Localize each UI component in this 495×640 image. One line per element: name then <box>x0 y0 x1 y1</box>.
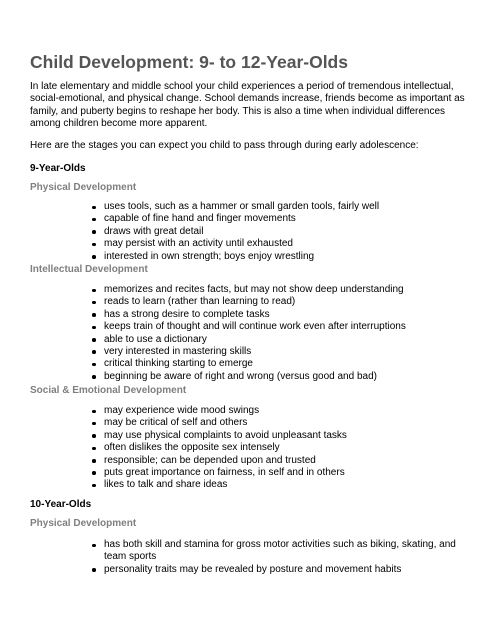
lead-paragraph: Here are the stages you can expect you child to pass through during early adolescence: <box>30 140 419 151</box>
social-emotional-development-list <box>0 405 464 492</box>
list-item: draws with great detail <box>0 226 464 238</box>
list-item: often dislikes the opposite sex intensely <box>0 442 464 454</box>
page-title: Child Development: 9- to 12-Year-Olds <box>30 52 348 72</box>
list-item: may be critical of self and others <box>0 417 464 429</box>
list-item: uses tools, such as a hammer or small garden tools, fairly well <box>0 201 464 213</box>
list-item: interested in own strength; boys enjoy wrestling <box>0 251 464 263</box>
list-item: beginning be aware of right and wrong (versus good and bad) <box>0 371 464 383</box>
list-item: able to use a dictionary <box>0 334 464 346</box>
intro-paragraph: In late elementary and middle school your child experiences a period of tremendous intellectual, social-emotional, and physical change. School demands increase, friends become as important as family, and puberty begins to reshape her body. This is also a time when individual differences among children become more apparent. <box>30 81 465 130</box>
physical-development-list <box>0 539 464 576</box>
list-item: may use physical complaints to avoid unpleasant tasks <box>0 430 464 442</box>
list-item: critical thinking starting to emerge <box>0 358 464 370</box>
list-item: puts great importance on fairness, in self and in others <box>0 467 464 479</box>
subsection-heading-physical-development: Physical Development <box>30 182 137 193</box>
list-item: may persist with an activity until exhausted <box>0 238 464 250</box>
list-item: responsible; can be depended upon and trusted <box>0 455 464 467</box>
list-item: has a strong desire to complete tasks <box>0 309 464 321</box>
list-item: likes to talk and share ideas <box>0 479 464 491</box>
subsection-heading-social-emotional-development: Social & Emotional Development <box>30 385 187 396</box>
list-item: reads to learn (rather than learning to read) <box>0 296 464 308</box>
subsection-heading-physical-development: Physical Development <box>30 518 137 529</box>
list-item: personality traits may be revealed by posture and movement habits <box>0 564 464 576</box>
intellectual-development-list <box>0 284 464 383</box>
list-item: memorizes and recites facts, but may not show deep understanding <box>0 284 464 296</box>
physical-development-list <box>0 201 464 263</box>
list-item: may experience wide mood swings <box>0 405 464 417</box>
list-item: capable of fine hand and finger movements <box>0 213 464 225</box>
subsection-heading-intellectual-development: Intellectual Development <box>30 264 148 275</box>
list-item: keeps train of thought and will continue work even after interruptions <box>0 321 464 333</box>
section-heading-9-year-olds: 9-Year-Olds <box>30 163 86 174</box>
section-heading-10-year-olds: 10-Year-Olds <box>30 499 92 510</box>
list-item: very interested in mastering skills <box>0 346 464 358</box>
list-item: has both skill and stamina for gross motor activities such as biking, skating, and team sports <box>0 539 464 564</box>
